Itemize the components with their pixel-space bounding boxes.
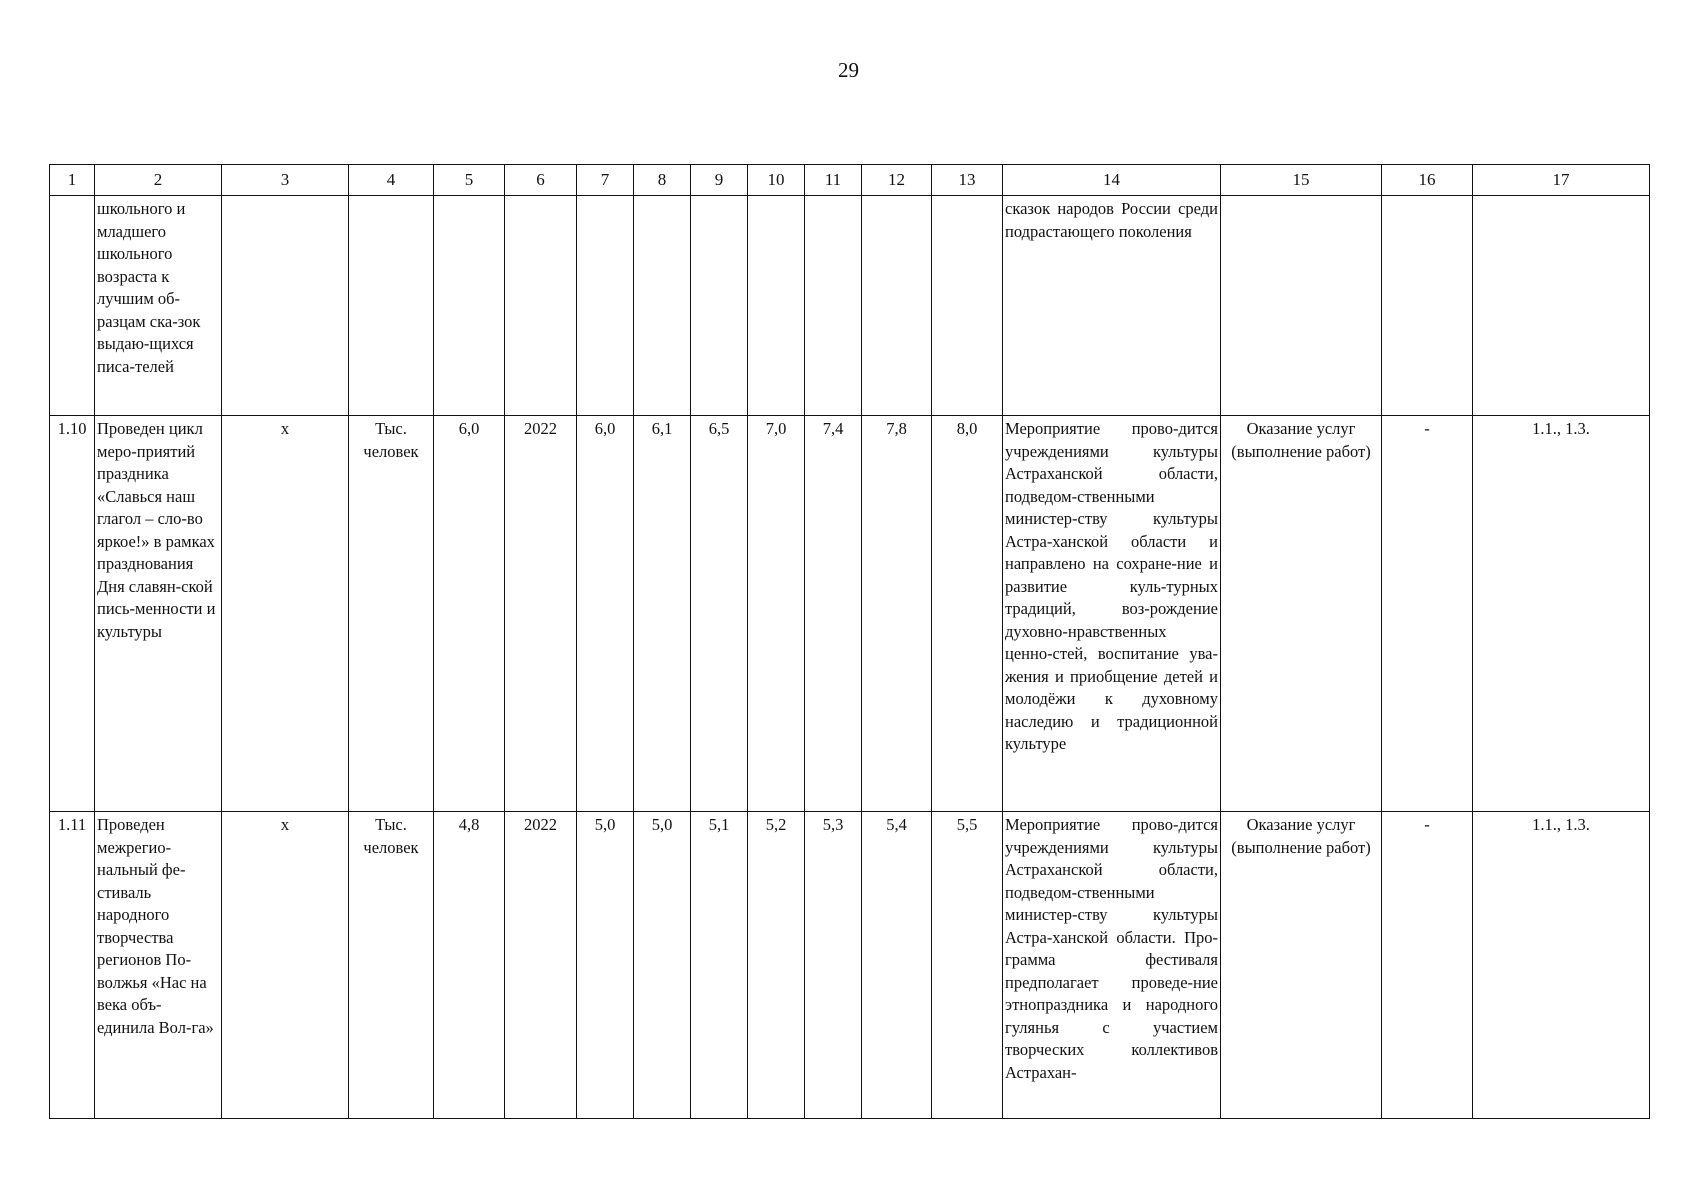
cell-unit: Тыс. человек: [349, 416, 434, 812]
cell-value: 5,3: [805, 812, 862, 1119]
header-cell: 17: [1473, 165, 1650, 196]
cell-value: 7,4: [805, 416, 862, 812]
cell-type: Оказание услуг (выполнение работ): [1221, 812, 1382, 1119]
cell-number: 1.11: [50, 812, 95, 1119]
cell-links: [1473, 196, 1650, 416]
cell-value: [691, 196, 748, 416]
cell-col16: -: [1382, 812, 1473, 1119]
cell-value: 5,0: [634, 812, 691, 1119]
cell-value: 7,0: [748, 416, 805, 812]
cell-links: 1.1., 1.3.: [1473, 812, 1650, 1119]
cell-value: [862, 196, 932, 416]
cell-value: [932, 196, 1003, 416]
cell-value: [577, 196, 634, 416]
cell-value: 6,0: [577, 416, 634, 812]
cell-base-value: 6,0: [434, 416, 505, 812]
header-cell: 7: [577, 165, 634, 196]
cell-value: 6,1: [634, 416, 691, 812]
table-row: [50, 812, 1650, 1119]
cell-value: 5,5: [932, 812, 1003, 1119]
header-cell: 9: [691, 165, 748, 196]
header-cell: 15: [1221, 165, 1382, 196]
header-cell: 16: [1382, 165, 1473, 196]
cell-type: Оказание услуг (выполнение работ): [1221, 416, 1382, 812]
cell-unit: Тыс. человек: [349, 812, 434, 1119]
header-cell: 13: [932, 165, 1003, 196]
table-row: [50, 416, 1650, 812]
header-cell: 6: [505, 165, 577, 196]
cell-col16: [1382, 196, 1473, 416]
cell-number: [50, 196, 95, 416]
cell-value: [805, 196, 862, 416]
header-cell: 3: [222, 165, 349, 196]
cell-base-value: 4,8: [434, 812, 505, 1119]
cell-value: 5,0: [577, 812, 634, 1119]
header-cell: 11: [805, 165, 862, 196]
cell-result-name: Проведен цикл меро-приятий праздника «Славься наш глагол – сло-во яркое!» в рамках празднования Дня славян-ской пись-менности и культуры: [95, 416, 222, 812]
cell-col3: х: [222, 416, 349, 812]
cell-result-name: Проведен межрегио-нальный фе-стиваль народного творчества регионов По-волжья «Нас на века объ-единила Вол-га»: [95, 812, 222, 1119]
cell-base-year: 2022: [505, 416, 577, 812]
cell-number: 1.10: [50, 416, 95, 812]
cell-value: 5,2: [748, 812, 805, 1119]
cell-value: 8,0: [932, 416, 1003, 812]
cell-description: сказок народов России среди подрастающего поколения: [1003, 196, 1221, 416]
cell-value: 5,1: [691, 812, 748, 1119]
header-cell: 14: [1003, 165, 1221, 196]
header-cell: 12: [862, 165, 932, 196]
data-table: [49, 164, 1650, 1119]
cell-links: 1.1., 1.3.: [1473, 416, 1650, 812]
cell-value: [634, 196, 691, 416]
page-number: 29: [838, 58, 859, 82]
cell-unit: [349, 196, 434, 416]
cell-type: [1221, 196, 1382, 416]
cell-value: 5,4: [862, 812, 932, 1119]
cell-col3: [222, 196, 349, 416]
header-cell: 10: [748, 165, 805, 196]
cell-col3: х: [222, 812, 349, 1119]
cell-result-name: школьного и младшего школьного возраста к лучшим об-разцам ска-зок выдаю-щихся писа-телей: [95, 196, 222, 416]
cell-description: Мероприятие прово-дится учреждениями культуры Астраханской области, подведом-ственными министер-ству культуры Астра-ханской области и направлено на сохране-ние и развитие куль-турных традиций, воз-рождение духовно-нравственных ценно-стей, воспитание ува-жения и приобщение детей и молодёжи к духовному наследию и традиционной культуре: [1003, 416, 1221, 812]
header-cell: 5: [434, 165, 505, 196]
header-cell: 1: [50, 165, 95, 196]
header-row: [50, 165, 1650, 196]
cell-value: [748, 196, 805, 416]
table-row: [50, 196, 1650, 416]
cell-base-value: [434, 196, 505, 416]
cell-description: Мероприятие прово-дится учреждениями культуры Астраханской области, подведом-ственными министер-ству культуры Астра-ханской области. Про-грамма фестиваля предполагает проведе-ние этнопраздника и народного гулянья с участием творческих коллективов Астрахан-: [1003, 812, 1221, 1119]
cell-base-year: [505, 196, 577, 416]
cell-base-year: 2022: [505, 812, 577, 1119]
cell-value: 6,5: [691, 416, 748, 812]
cell-col16: -: [1382, 416, 1473, 812]
cell-value: 7,8: [862, 416, 932, 812]
header-cell: 8: [634, 165, 691, 196]
header-cell: 4: [349, 165, 434, 196]
header-cell: 2: [95, 165, 222, 196]
